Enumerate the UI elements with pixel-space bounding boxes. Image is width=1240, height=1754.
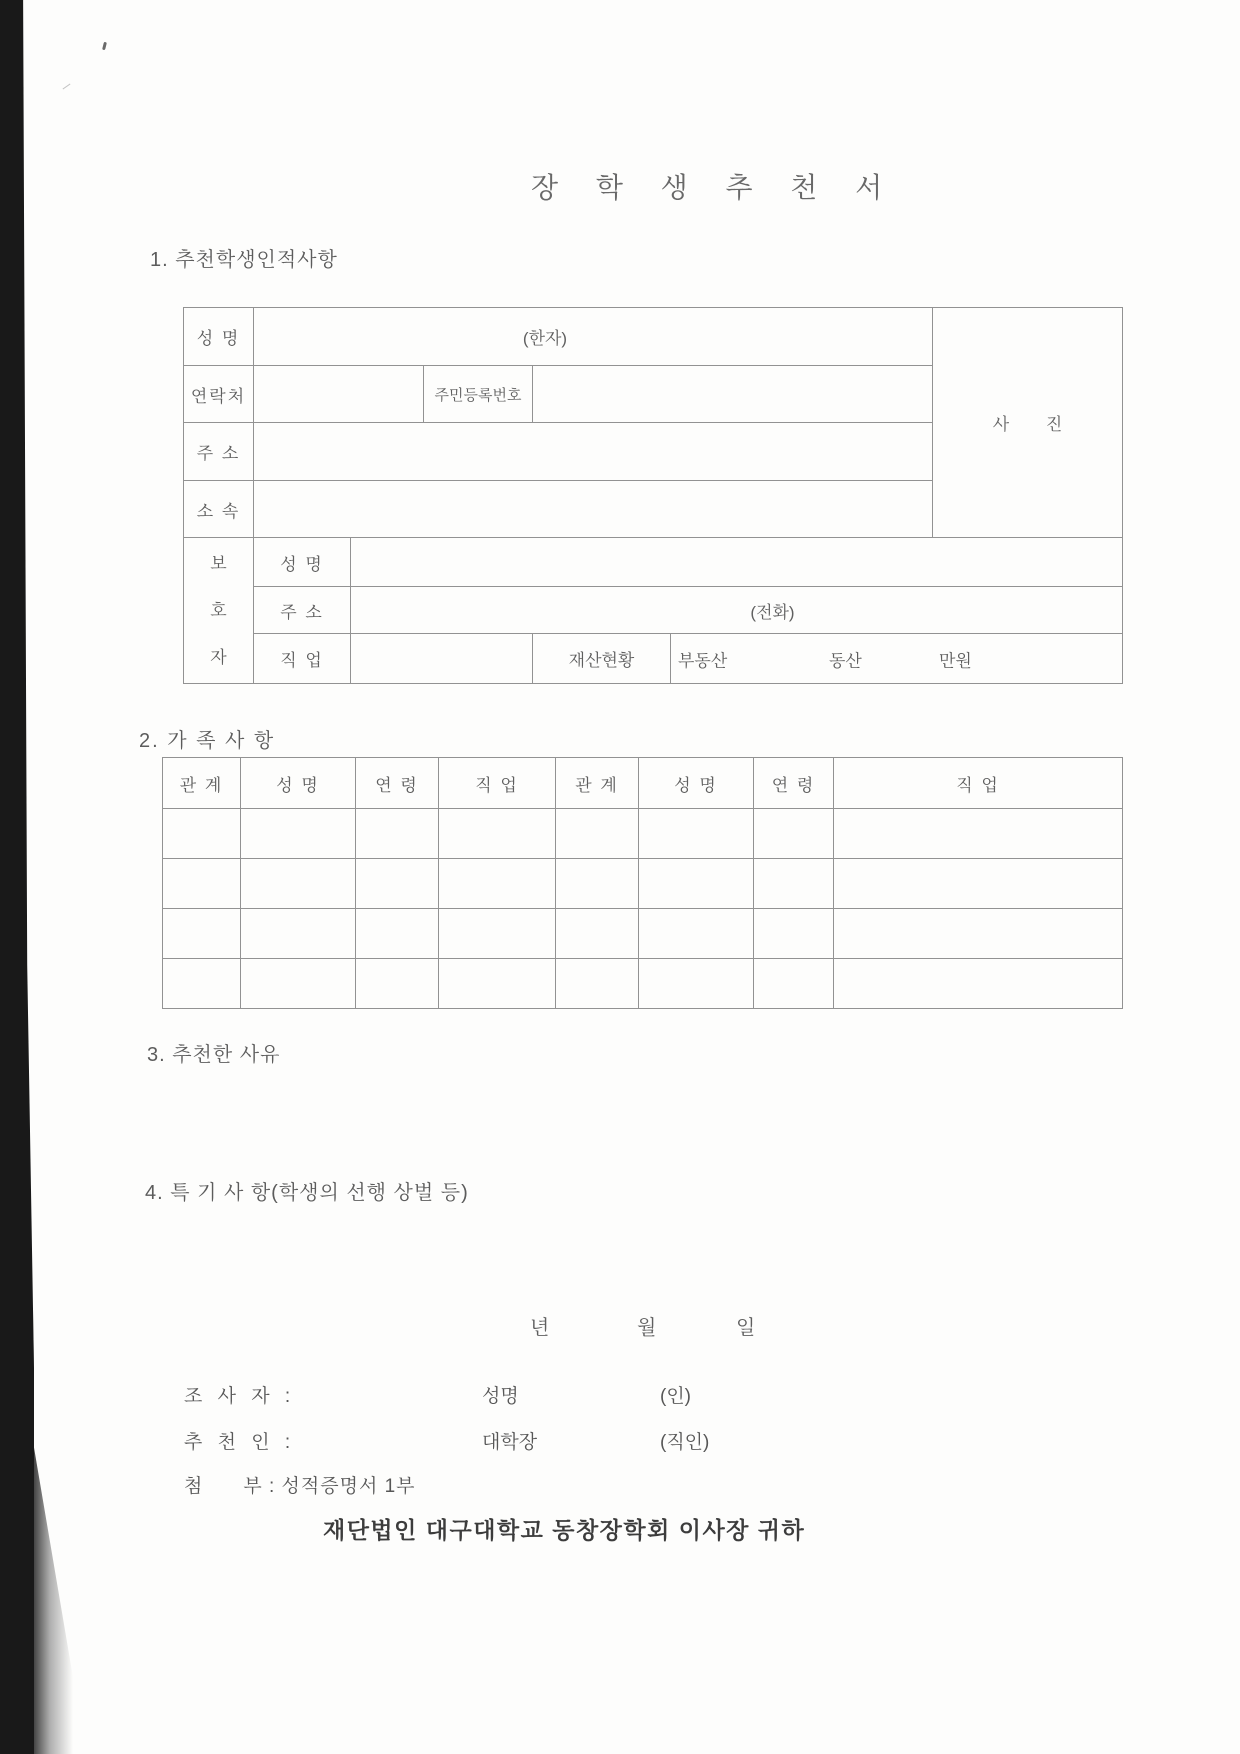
name-hanja-cell: (한자) — [254, 308, 933, 366]
family-empty-cell — [556, 909, 639, 959]
currency-unit-label: 만원 — [939, 651, 972, 670]
family-empty-cell — [834, 909, 1123, 959]
address-value-cell — [254, 423, 933, 481]
contact-label-cell: 연락처 — [184, 366, 254, 423]
family-empty-cell — [754, 909, 834, 959]
family-empty-cell — [439, 859, 556, 909]
family-empty-cell — [639, 909, 754, 959]
family-empty-cell — [754, 859, 834, 909]
section-heading-reason: 3. 추천한 사유 — [147, 1044, 281, 1066]
family-empty-cell — [163, 909, 241, 959]
guardian-job-value-cell — [351, 634, 533, 684]
photo-box: 사 진 — [933, 308, 1123, 538]
family-empty-cell — [834, 809, 1123, 859]
guardian-char: 자 — [210, 648, 227, 667]
family-empty-cell — [639, 859, 754, 909]
guardian-address-label-cell: 주 소 — [254, 587, 351, 634]
family-empty-row — [163, 859, 1123, 909]
investigator-label: 조 사 자 : — [184, 1386, 296, 1407]
family-header-row — [163, 758, 1123, 809]
family-empty-cell — [356, 959, 439, 1009]
family-empty-cell — [556, 959, 639, 1009]
family-header-age: 연 령 — [356, 758, 439, 809]
family-header-age: 연 령 — [754, 758, 834, 809]
movables-label: 동산 — [829, 651, 862, 670]
family-header-job: 직 업 — [834, 758, 1123, 809]
family-empty-cell — [754, 959, 834, 1009]
family-empty-cell — [556, 809, 639, 859]
personal-info-table — [183, 307, 1123, 684]
guardian-label-cell — [184, 538, 254, 684]
family-empty-cell — [241, 809, 356, 859]
section-heading-special-notes: 4. 특 기 사 항(학생의 선행 상벌 등) — [145, 1182, 469, 1204]
family-empty-row — [163, 809, 1123, 859]
family-empty-cell — [639, 959, 754, 1009]
date-month-label: 월 — [637, 1317, 657, 1339]
resident-id-label-cell: 주민등록번호 — [424, 366, 533, 423]
family-empty-cell — [163, 809, 241, 859]
family-empty-cell — [241, 909, 356, 959]
recommender-title-label: 대학장 — [482, 1432, 538, 1453]
family-empty-cell — [356, 859, 439, 909]
guardian-char: 보 — [210, 554, 227, 573]
family-table — [162, 757, 1123, 1009]
family-empty-cell — [439, 809, 556, 859]
family-empty-cell — [834, 959, 1123, 1009]
date-day-label: 일 — [736, 1317, 756, 1339]
assets-label-cell: 재산현황 — [533, 634, 671, 684]
guardian-char: 호 — [210, 601, 227, 620]
family-empty-cell — [556, 859, 639, 909]
attachment-line: 첨 부 : 성적증명서 1부 — [184, 1476, 416, 1497]
scan-speck — [63, 84, 71, 90]
affiliation-value-cell — [254, 481, 933, 538]
real-estate-label: 부동산 — [678, 651, 728, 670]
recommender-seal-hint: (직인) — [660, 1432, 710, 1453]
address-label-cell: 주 소 — [184, 423, 254, 481]
guardian-address-value-cell: (전화) — [351, 587, 1123, 634]
family-empty-row — [163, 959, 1123, 1009]
family-empty-cell — [241, 859, 356, 909]
name-label-cell: 성 명 — [184, 308, 254, 366]
contact-value-cell — [254, 366, 424, 423]
family-empty-cell — [163, 859, 241, 909]
family-header-relation: 관 계 — [556, 758, 639, 809]
recommender-label: 추 천 인 : — [184, 1432, 296, 1453]
family-empty-cell — [439, 959, 556, 1009]
family-empty-cell — [356, 809, 439, 859]
section-heading-family: 2. 가 족 사 항 — [139, 730, 276, 752]
assets-detail-cell — [671, 634, 1123, 684]
family-empty-cell — [439, 909, 556, 959]
affiliation-label-cell: 소 속 — [184, 481, 254, 538]
scan-edge-shadow — [0, 0, 34, 1754]
family-empty-cell — [834, 859, 1123, 909]
section-heading-personal-info: 1. 추천학생인적사항 — [150, 249, 338, 271]
family-header-relation: 관 계 — [163, 758, 241, 809]
family-header-job: 직 업 — [439, 758, 556, 809]
family-empty-row — [163, 909, 1123, 959]
family-empty-cell — [241, 959, 356, 1009]
page-title: 장 학 생 추 천 서 — [531, 172, 898, 203]
scan-speck — [102, 42, 107, 50]
family-empty-cell — [639, 809, 754, 859]
family-header-name: 성 명 — [241, 758, 356, 809]
family-header-name: 성 명 — [639, 758, 754, 809]
family-empty-cell — [754, 809, 834, 859]
guardian-name-label-cell: 성 명 — [254, 538, 351, 587]
family-empty-cell — [163, 959, 241, 1009]
investigator-name-label: 성명 — [482, 1386, 519, 1407]
resident-id-value-cell — [533, 366, 933, 423]
date-year-label: 년 — [530, 1317, 550, 1339]
guardian-name-value-cell — [351, 538, 1123, 587]
guardian-job-label-cell: 직 업 — [254, 634, 351, 684]
investigator-seal-hint: (인) — [660, 1386, 692, 1407]
family-empty-cell — [356, 909, 439, 959]
addressee-line: 재단법인 대구대학교 동창장학회 이사장 귀하 — [323, 1517, 806, 1543]
